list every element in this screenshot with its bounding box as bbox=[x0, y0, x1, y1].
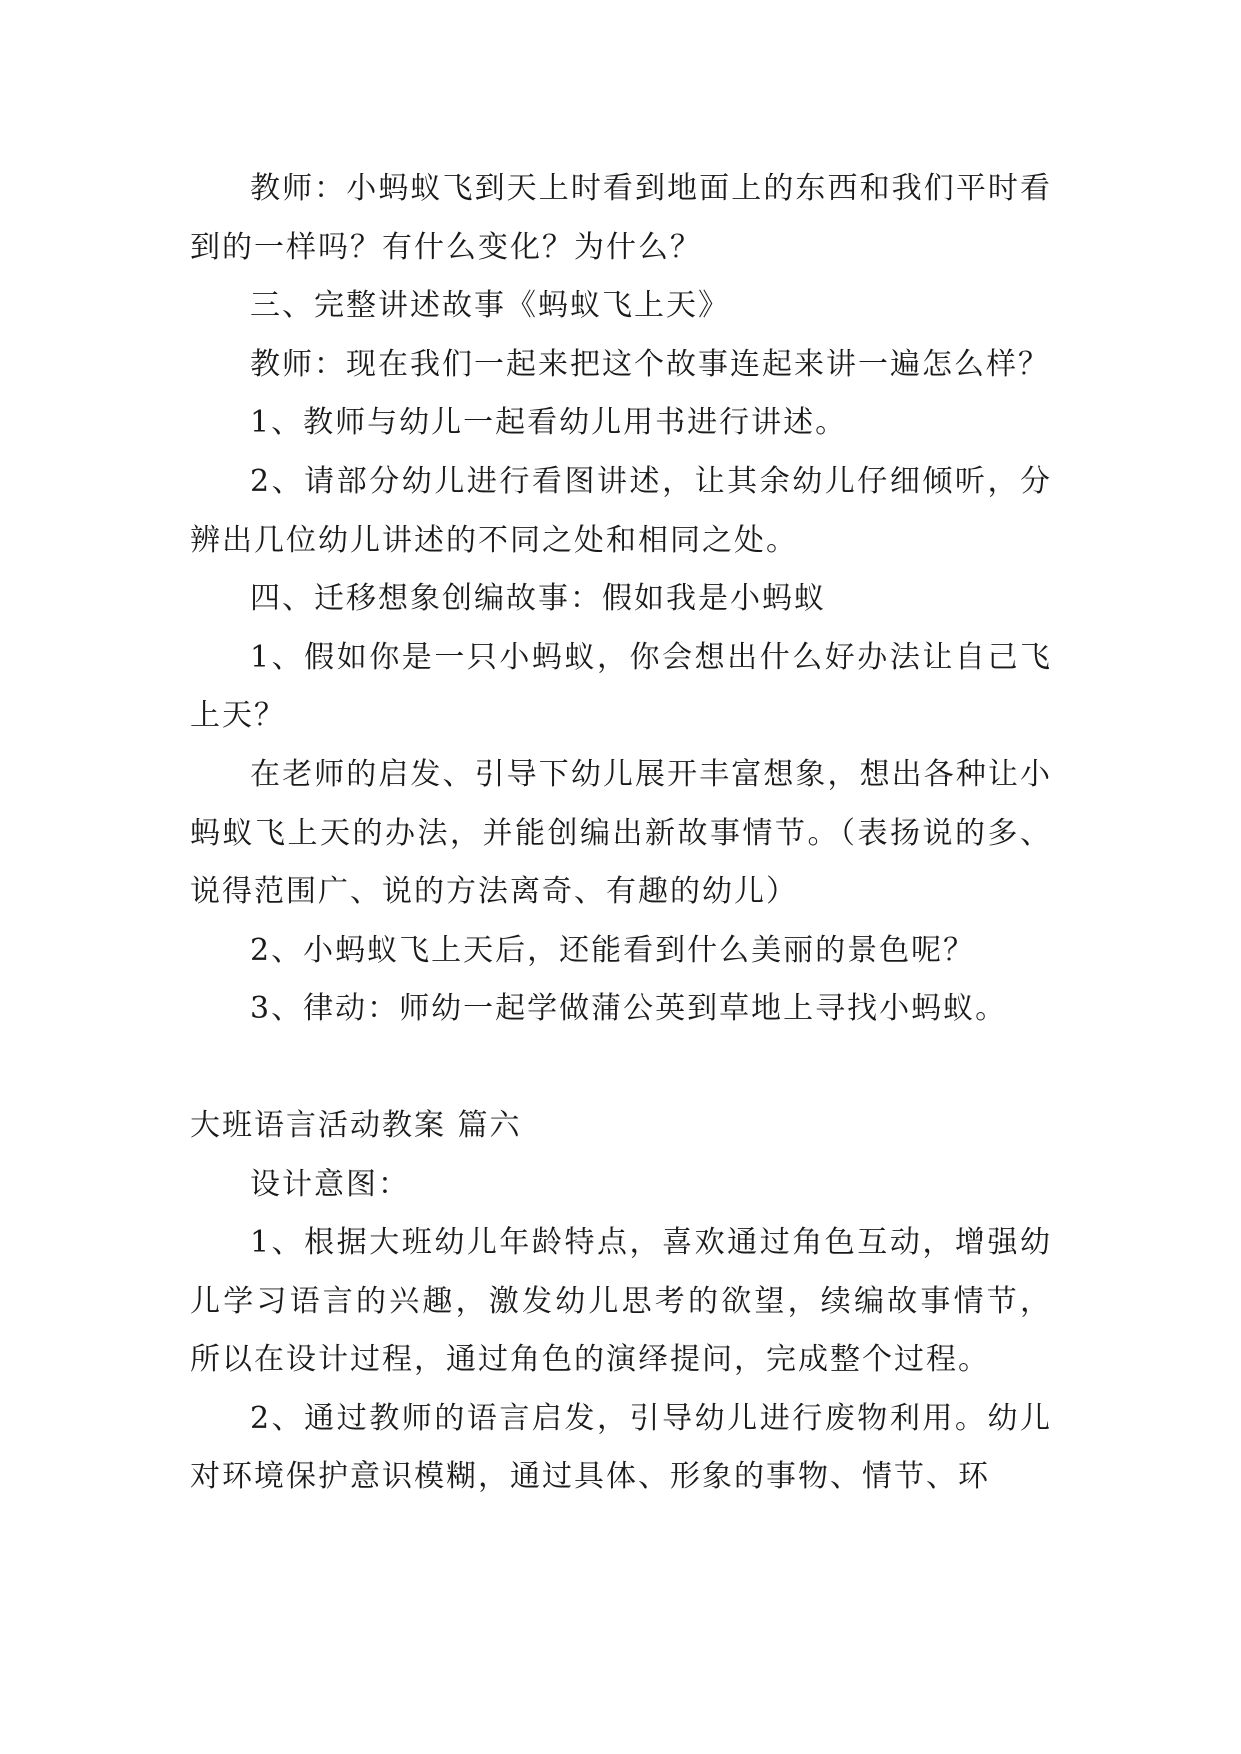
list-item: 2、小蚂蚁飞上天后，还能看到什么美丽的景色呢？ bbox=[250, 932, 976, 968]
paragraph: 教师：现在我们一起来把这个故事连起来讲一遍怎么样？ bbox=[250, 346, 1050, 382]
list-item: 1、根据大班幼儿年龄特点，喜欢通过角色互动，增强幼儿学习语言的兴趣，激发幼儿思考的欲望，续编故事情节，所以在设计过程，通过角色的演绎提问，完成整个过程。 bbox=[190, 1225, 1052, 1378]
section-title: 四、迁移想象创编故事：假如我是小蚂蚁 bbox=[250, 581, 826, 617]
subsection-label: 设计意图： bbox=[250, 1166, 410, 1202]
paragraph: 教师：小蚂蚁飞到天上时看到地面上的东西和我们平时看到的一样吗？有什么变化？为什么？ bbox=[190, 171, 1052, 265]
section-spacer bbox=[190, 1039, 1052, 1097]
list-item: 2、请部分幼儿进行看图讲述，让其余幼儿仔细倾听，分辨出几位幼儿讲述的不同之处和相同之处。 bbox=[190, 463, 1052, 558]
section-title: 三、完整讲述故事《蚂蚁飞上天》 bbox=[250, 288, 730, 324]
list-item: 2、通过教师的语言启发，引导幼儿进行废物利用。幼儿对环境保护意识模糊，通过具体、形象的事物、情节、环 bbox=[190, 1400, 1052, 1495]
list-item: 3、律动：师幼一起学做蒲公英到草地上寻找小蚂蚁。 bbox=[250, 991, 1008, 1027]
article-heading: 大班语言活动教案 篇六 bbox=[190, 1107, 522, 1143]
list-item: 1、教师与幼儿一起看幼儿用书进行讲述。 bbox=[250, 405, 848, 441]
paragraph: 在老师的启发、引导下幼儿展开丰富想象，想出各种让小蚂蚁飞上天的办法，并能创编出新故事情节。（表扬说的多、说得范围广、说的方法离奇、有趣的幼儿） bbox=[190, 756, 1052, 910]
document-body bbox=[190, 160, 1052, 1507]
list-item: 1、假如你是一只小蚂蚁，你会想出什么好办法让自己飞上天？ bbox=[190, 639, 1052, 734]
